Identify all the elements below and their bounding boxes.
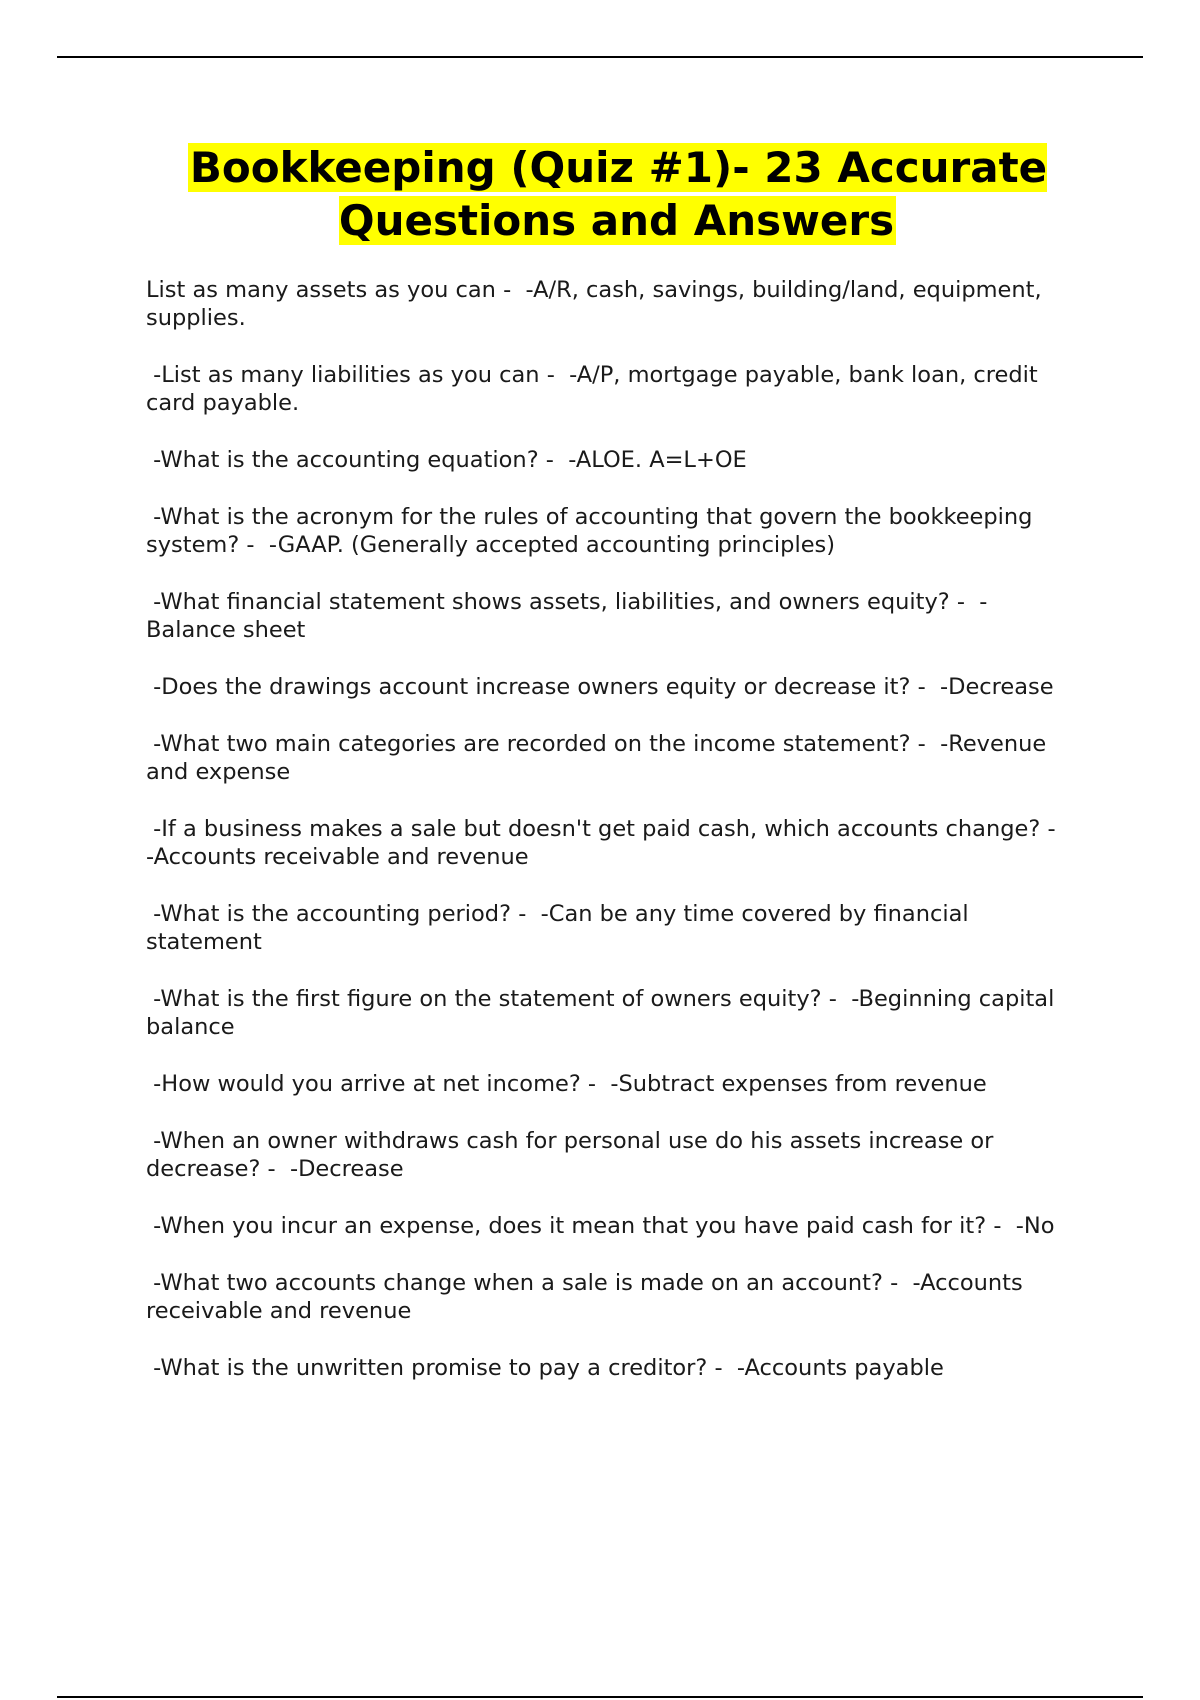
qa-item: -When an owner withdraws cash for personal use do his assets increase or decrease? - -Decrease — [146, 1128, 1001, 1182]
qa-item: List as many assets as you can - -A/R, cash, savings, building/land, equipment, supplies. — [146, 277, 1049, 331]
title-highlight: Bookkeeping (Quiz #1)- 23 Accurate Questions and Answers — [189, 143, 1048, 245]
top-rule — [57, 56, 1143, 58]
qa-item: -How would you arrive at net income? - -Subtract expenses from revenue — [146, 1071, 987, 1097]
qa-item: -If a business makes a sale but doesn't get paid cash, which accounts change? - -Accounts receivable and revenue — [146, 816, 1070, 870]
qa-item: -List as many liabilities as you can - -A/P, mortgage payable, bank loan, credit card payable. — [146, 362, 1045, 416]
bottom-rule — [57, 1696, 1143, 1698]
qa-item: -Does the drawings account increase owners equity or decrease it? - -Decrease — [146, 674, 1054, 700]
qa-list — [146, 276, 1076, 1411]
qa-item: -When you incur an expense, does it mean that you have paid cash for it? - -No — [146, 1213, 1055, 1239]
qa-item: -What two main categories are recorded on the income statement? - -Revenue and expense — [146, 731, 1054, 785]
document-title — [100, 141, 1135, 247]
qa-item: -What financial statement shows assets, liabilities, and owners equity? - -Balance sheet — [146, 589, 988, 643]
qa-item: -What is the unwritten promise to pay a creditor? - -Accounts payable — [146, 1355, 944, 1381]
qa-item: -What is the accounting period? - -Can be any time covered by financial statement — [146, 901, 976, 955]
qa-item: -What is the first figure on the statement of owners equity? - -Beginning capital balance — [146, 986, 1062, 1040]
qa-item: -What two accounts change when a sale is made on an account? - -Accounts receivable and revenue — [146, 1270, 1030, 1324]
qa-item: -What is the acronym for the rules of accounting that govern the bookkeeping system? - -GAAP. (Generally accepted accounting principles) — [146, 504, 1040, 558]
qa-item: -What is the accounting equation? - -ALOE. A=L+OE — [146, 447, 747, 473]
